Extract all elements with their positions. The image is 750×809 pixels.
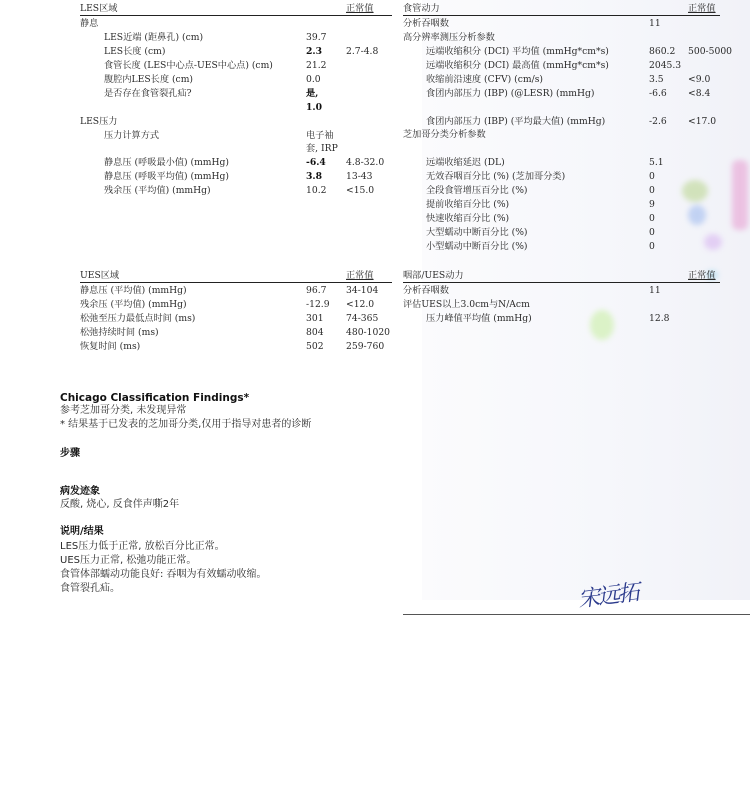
row-value: -6.6 (649, 88, 667, 99)
row-value: 860.2 (649, 46, 676, 57)
pressure-method-value-cont: 套, IRP (306, 143, 338, 154)
row-label: 恢复时间 (ms) (80, 341, 141, 352)
pharynx-criteria: 评估UES以上3.0cm与N/Acm (403, 299, 530, 310)
row-value: 3.8 (306, 171, 322, 182)
steps-heading: 步骤 (60, 448, 80, 459)
row-label: LES近端 (距鼻孔) (cm) (104, 32, 204, 43)
color-stain (590, 310, 614, 340)
row-value: 0 (649, 171, 655, 182)
eso-header-rule (403, 15, 720, 16)
conclusion-line: UES压力正常, 松弛功能正常。 (60, 555, 197, 566)
row-normal: 4.8-32.0 (346, 157, 385, 168)
color-stain (704, 234, 722, 250)
findings-line: 参考芝加哥分类, 未发现异常 (60, 405, 187, 416)
color-stain (682, 180, 708, 202)
row-label: 提前收缩百分比 (%) (426, 199, 510, 210)
row-value: 3.5 (649, 74, 664, 85)
row-normal: <9.0 (688, 74, 711, 85)
row-label: 食管长度 (LES中心点-UES中心点) (cm) (104, 60, 273, 71)
les-header-rule (80, 15, 392, 16)
row-label: 食团内部压力 (IBP) (@LESR) (mmHg) (426, 88, 595, 99)
row-normal: <12.0 (346, 299, 375, 310)
signature-line (403, 614, 750, 615)
pressure-method-label: 压力计算方式 (104, 130, 160, 141)
row-label: 小型蠕动中断百分比 (%) (426, 241, 528, 252)
pharynx-normal-header: 正常值 (688, 270, 716, 281)
row-value: 804 (306, 327, 324, 338)
pharynx-section-title: 咽部/UES动力 (403, 270, 464, 281)
eso-hrm-heading: 高分辨率测压分析参数 (403, 32, 495, 43)
pharynx-swallow-value: 11 (649, 285, 661, 296)
conclusion-line: 食管体部蠕动功能良好: 吞咽为有效蠕动收缩。 (60, 569, 267, 580)
row-label: 松弛持续时间 (ms) (80, 327, 159, 338)
ues-normal-header: 正常值 (346, 270, 374, 281)
conclusion-line: LES压力低于正常, 放松百分比正常。 (60, 541, 225, 552)
row-label: 残余压 (平均值) (mmHg) (104, 185, 211, 196)
findings-footnote: * 结果基于已发表的芝加哥分类,仅用于指导对患者的诊断 (60, 419, 312, 430)
row-label: 远端收缩积分 (DCI) 最高值 (mmHg*cm*s) (426, 60, 609, 71)
row-value: 301 (306, 313, 324, 324)
row-value: 96.7 (306, 285, 327, 296)
row-value: -6.4 (306, 157, 326, 168)
conclusion-heading: 说明/结果 (60, 526, 104, 537)
row-value: 是, (306, 88, 319, 99)
eso-swallow-label: 分析吞咽数 (403, 18, 449, 29)
eso-normal-header: 正常值 (688, 3, 716, 14)
pharynx-swallow-label: 分析吞咽数 (403, 285, 449, 296)
row-label: 收缩前沿速度 (CFV) (cm/s) (426, 74, 544, 85)
row-label: 无效吞咽百分比 (%) (芝加哥分类) (426, 171, 566, 182)
row-normal: 2.7-4.8 (346, 46, 379, 57)
row-value: 39.7 (306, 32, 327, 43)
pharynx-peak-label: 压力峰值平均值 (mmHg) (426, 313, 532, 324)
row-value: -2.6 (649, 116, 667, 127)
history-heading: 病发迹象 (60, 486, 100, 497)
row-value: -12.9 (306, 299, 330, 310)
row-value: 10.2 (306, 185, 327, 196)
row-value: 0 (649, 241, 655, 252)
pharynx-header-rule (403, 282, 720, 283)
row-label: 快速收缩百分比 (%) (426, 213, 510, 224)
row-normal: 74-365 (346, 313, 379, 324)
row-label: 远端收缩积分 (DCI) 平均值 (mmHg*cm*s) (426, 46, 609, 57)
row-value: 0 (649, 227, 655, 238)
color-stain (732, 160, 748, 230)
row-normal: 34-104 (346, 285, 379, 296)
signature: 宋远拓 (576, 580, 640, 613)
row-label: 静息压 (呼吸平均值) (mmHg) (104, 171, 229, 182)
eso-swallow-value: 11 (649, 18, 661, 29)
eso-section-title: 食管动力 (403, 3, 440, 14)
row-value: 5.1 (649, 157, 664, 168)
row-label: 腹腔内LES长度 (cm) (104, 74, 193, 85)
row-label: 是否存在食管裂孔疝? (104, 88, 192, 99)
les-section-title: LES区域 (80, 3, 118, 14)
row-value: 502 (306, 341, 324, 352)
row-value: 0 (649, 185, 655, 196)
history-text: 反酸, 烧心, 反食伴声嘶2年 (60, 499, 180, 510)
row-label: 残余压 (平均值) (mmHg) (80, 299, 187, 310)
row-normal: 13-43 (346, 171, 373, 182)
row-normal: 500-5000 (688, 46, 733, 57)
findings-heading: Chicago Classification Findings* (60, 392, 250, 404)
row-normal: <15.0 (346, 185, 375, 196)
les-normal-header: 正常值 (346, 3, 374, 14)
les-pressure-heading: LES压力 (80, 116, 118, 127)
row-label: 全段食管增压百分比 (%) (426, 185, 528, 196)
row-normal: <8.4 (688, 88, 711, 99)
row-label: 静息压 (平均值) (mmHg) (80, 285, 187, 296)
row-value: 2045.3 (649, 60, 682, 71)
ues-header-rule (80, 282, 392, 283)
row-label: 大型蠕动中断百分比 (%) (426, 227, 528, 238)
row-value-cont: 1.0 (306, 102, 322, 113)
pressure-method-value: 电子袖 (306, 130, 334, 141)
row-label: 松弛至压力最低点时间 (ms) (80, 313, 196, 324)
row-label: 食团内部压力 (IBP) (平均最大值) (mmHg) (426, 116, 606, 127)
row-value: 2.3 (306, 46, 322, 57)
color-stain (688, 205, 706, 225)
row-normal: <17.0 (688, 116, 717, 127)
row-label: LES长度 (cm) (104, 46, 166, 57)
row-value: 9 (649, 199, 655, 210)
ues-section-title: UES区域 (80, 270, 120, 281)
row-normal: 259-760 (346, 341, 385, 352)
row-value: 0 (649, 213, 655, 224)
row-label: 静息压 (呼吸最小值) (mmHg) (104, 157, 229, 168)
eso-chicago-heading: 芝加哥分类分析参数 (403, 129, 486, 140)
row-value: 0.0 (306, 74, 321, 85)
row-label: 远端收缩延迟 (DL) (426, 157, 505, 168)
row-value: 21.2 (306, 60, 327, 71)
les-resting-heading: 静息 (80, 18, 99, 29)
pharynx-peak-value: 12.8 (649, 313, 670, 324)
conclusion-line: 食管裂孔疝。 (60, 583, 120, 594)
row-normal: 480-1020 (346, 327, 391, 338)
